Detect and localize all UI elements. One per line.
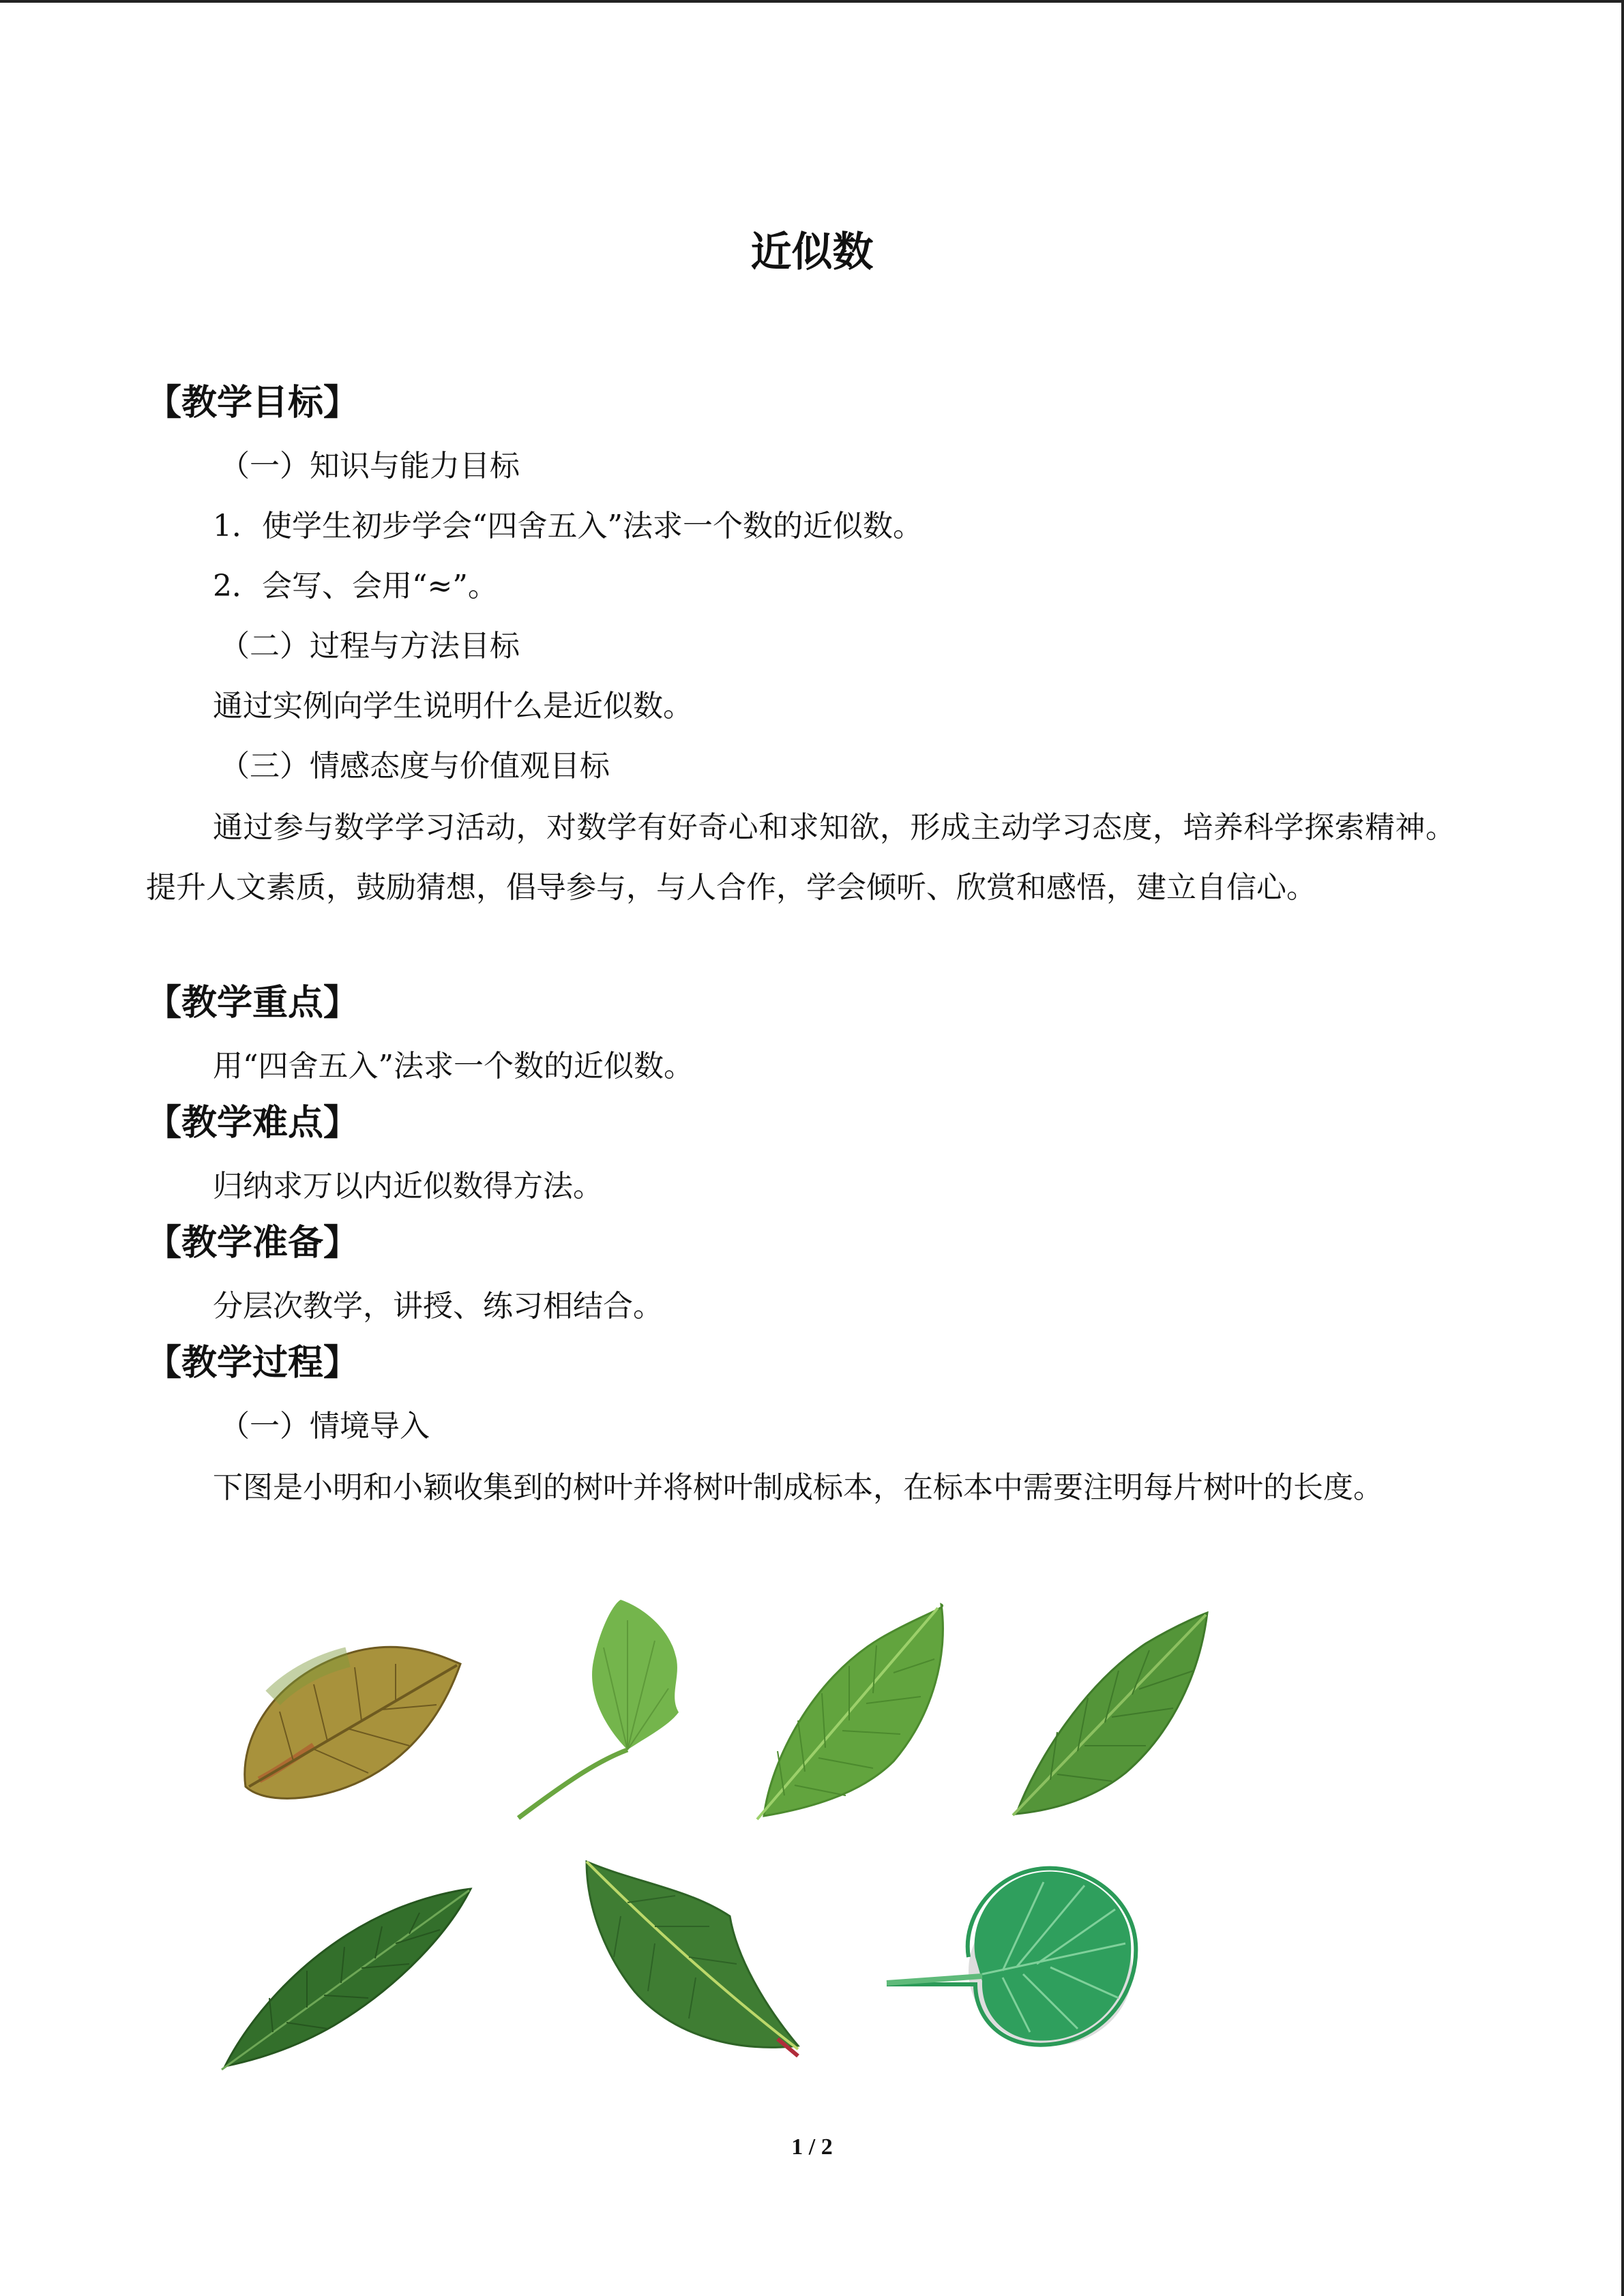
serrated-leaf-image [982,1596,1238,1821]
sub-heading: （二）过程与方法目标 [220,629,520,664]
body-text: 归纳求万以内近似数得方法。 [213,1169,603,1204]
body-text: 用“四舍五入”法求一个数的近似数。 [213,1049,694,1084]
body-paragraph: 通过参与数学学习活动，对数学有好奇心和求知欲，形成主动学习态度，培养科学探索精神。提升人文素质，鼓励猜想，倡导参与，与人合作，学会倾听、欣赏和感悟，建立自信心。 [146,810,1456,905]
body-text: 分层次教学，讲授、练习相结合。 [213,1289,663,1324]
body-paragraph: 下图是小明和小颖收集到的树叶并将树叶制成标本，在标本中需要注明每片树叶的长度。 [213,1470,1383,1505]
taro-leaf-image [880,1855,1146,2059]
chestnut-leaf-image [730,1591,982,1826]
page-title: 近似数 [750,228,874,276]
page-border [1621,0,1624,2296]
sub-heading: （一）知识与能力目标 [220,449,520,483]
objective-item: 1．使学生初步学会“四舍五入”法求一个数的近似数。 [213,509,923,543]
elm-leaf-image [232,1616,464,1821]
heading-difficulties: 【教学难点】 [146,1103,359,1144]
body-text: 通过实例向学生说明什么是近似数。 [213,689,693,724]
heading-process: 【教学过程】 [146,1343,359,1384]
sub-heading: （一）情境导入 [220,1409,430,1444]
objective-item: 2．会写、会用“≈”。 [213,569,498,603]
heading-key-points: 【教学重点】 [146,983,359,1024]
heading-preparation: 【教学准备】 [146,1223,359,1264]
heading-objectives: 【教学目标】 [146,383,359,423]
willow-leaf-image [205,1862,491,2073]
sub-heading: （三）情感态度与价值观目标 [220,749,610,784]
page-border [0,0,1624,3]
poplar-leaf-image [573,1855,805,2059]
page-number: 1 / 2 [791,2134,833,2160]
ginkgo-leaf-image [491,1593,730,1825]
